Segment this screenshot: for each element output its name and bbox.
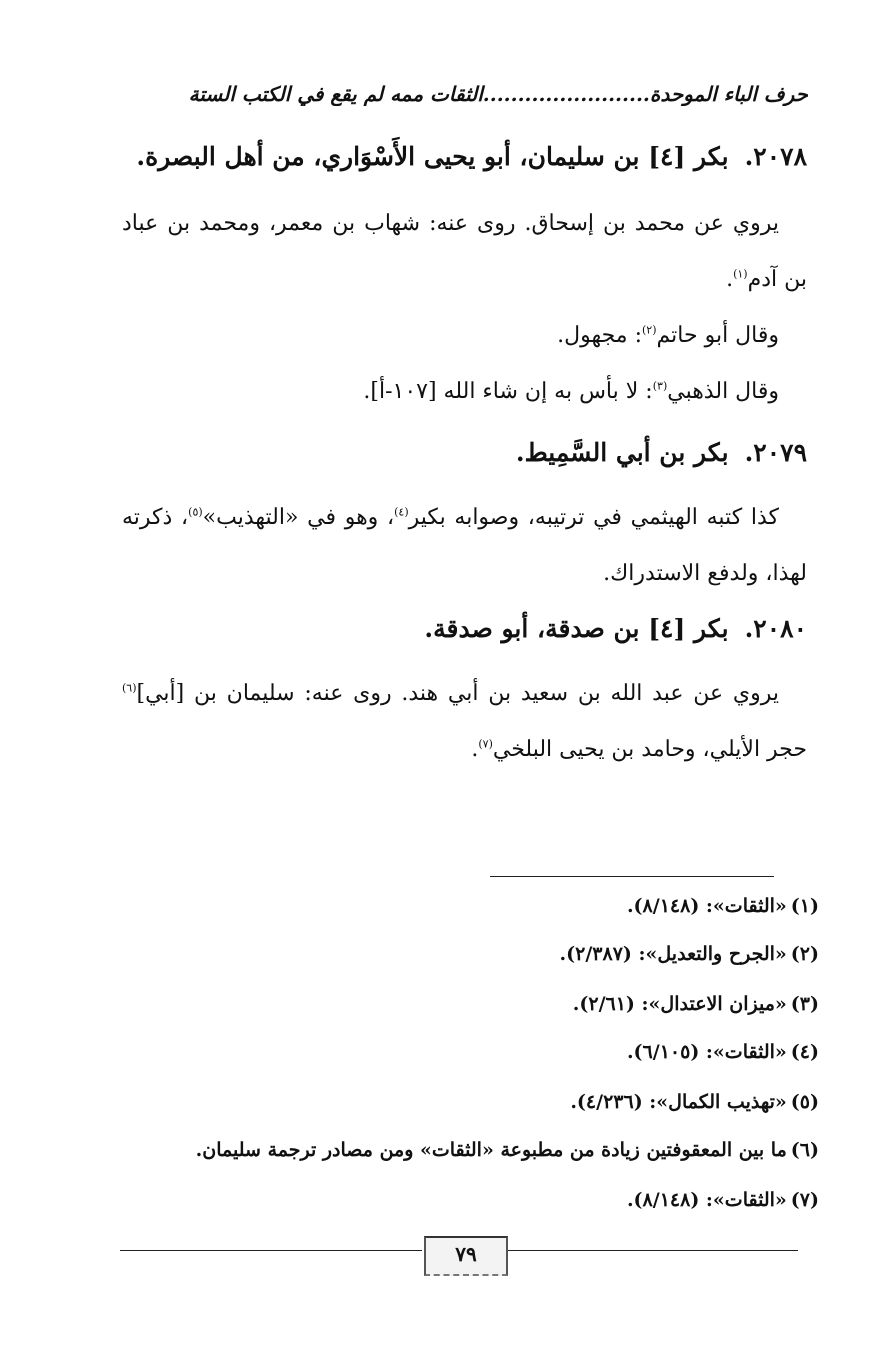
footnote-7: (٧)«الثقات»: (٨/١٤٨). — [626, 1189, 819, 1211]
footnote-ref: (٤) — [394, 505, 409, 519]
entry-paragraph: وقال أبو حاتم$^{(٢)}$: مجهول. — [557, 323, 779, 348]
footnote-ref: (١) — [733, 267, 748, 281]
header-separator: ........................ — [482, 82, 650, 106]
footnote-5: (٥)«تهذيب الكمال»: (٤/٢٣٦). — [570, 1091, 819, 1113]
footnote-ref: (٧) — [478, 737, 493, 751]
running-header — [148, 82, 808, 106]
footnote-2: (٢)«الجرح والتعديل»: (٢/٣٨٧). — [559, 943, 819, 965]
footnote-ref: (٢) — [642, 323, 657, 337]
entry-heading: بكر بن أبي السَّمِيط. — [515, 438, 729, 467]
entry-title-2079 — [107, 438, 807, 467]
entry-title-2078 — [107, 142, 807, 171]
entry-paragraph: يروي عن عبد الله بن سعيد بن أبي هند. روى عنه: سليمان بن [أبي]$^{(٦)}$ حجر الأيلي، وحامد بن يحيى البلخي$^{(٧)}$. — [122, 681, 807, 762]
footer-rule-left — [120, 1250, 422, 1251]
entry-heading: بكر [٤] بن صدقة، أبو صدقة. — [424, 614, 729, 643]
entry-number: ٢٠٧٨. — [744, 142, 807, 171]
entry-title-2080 — [107, 614, 807, 643]
entry-paragraph: يروي عن محمد بن إسحاق. روى عنه: شهاب بن معمر، ومحمد بن عباد بن آدم$^{(١)}$. — [122, 211, 807, 292]
footer-rule-right — [508, 1250, 798, 1251]
entry-number: ٢٠٨٠. — [744, 614, 807, 643]
header-section: حرف الباء الموحدة — [649, 82, 808, 106]
footnote-3: (٣)«ميزان الاعتدال»: (٢/٦١). — [572, 993, 819, 1015]
entry-number: ٢٠٧٩. — [744, 438, 807, 467]
footnote-ref: (٦) — [122, 681, 137, 695]
footnote-ref: (٥) — [188, 505, 203, 519]
footnote-1: (١)«الثقات»: (٨/١٤٨). — [626, 895, 819, 917]
footnote-ref: (٣) — [652, 379, 668, 393]
header-book-title: الثقات ممه لم يقع في الكتب الستة — [188, 82, 483, 106]
entry-paragraph: كذا كتبه الهيثمي في ترتيبه، وصوابه بكير$^{(٤)}$، وهو في «التهذيب»$^{(٥)}$، ذكرته لهذا، ولدفع الاستدراك. — [122, 505, 807, 586]
footnote-4: (٤)«الثقات»: (٦/١٠٥). — [626, 1041, 819, 1063]
footnote-divider — [490, 876, 774, 877]
page-number: ٧٩ — [424, 1236, 508, 1276]
entry-paragraph: وقال الذهبي$^{(٣)}$: لا بأس به إن شاء الله [١٠٧-أ]. — [363, 379, 779, 404]
entry-heading: بكر [٤] بن سليمان، أبو يحيى الأَسْوَاري، من أهل البصرة. — [136, 142, 729, 171]
footnote-6: (٦)ما بين المعقوفتين زيادة من مطبوعة «الثقات» ومن مصادر ترجمة سليمان. — [195, 1139, 819, 1161]
